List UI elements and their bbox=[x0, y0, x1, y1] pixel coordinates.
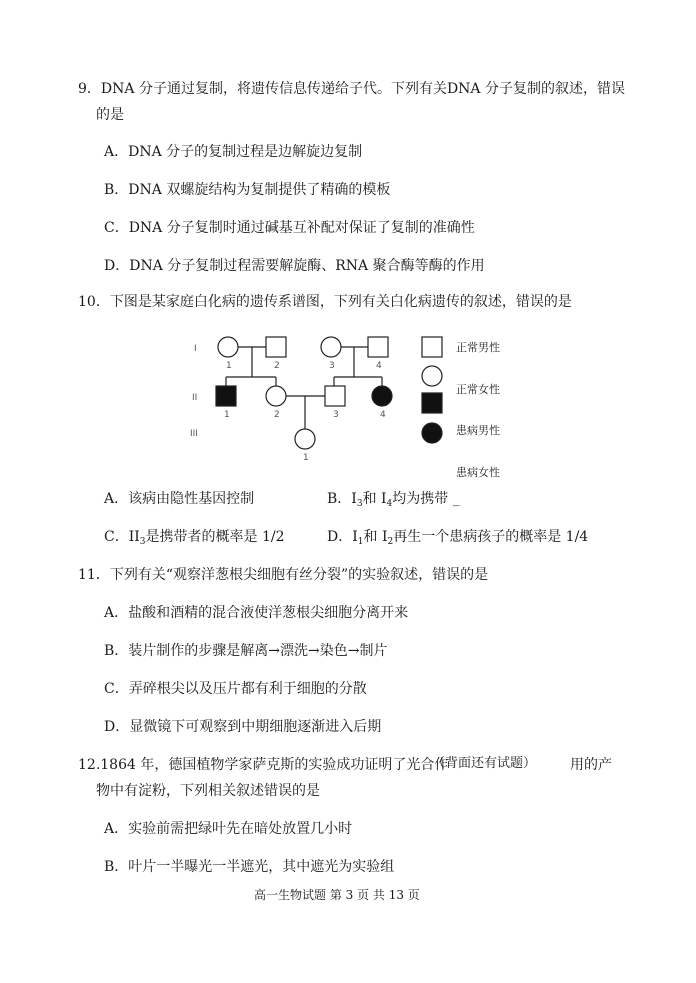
gen3-number-1: 1 bbox=[303, 453, 309, 463]
q12-stem-part1: 12.1864 年，德国植物学家萨克斯的实验成功证明了光合作 bbox=[78, 757, 449, 773]
q10-stem: 10．下图是某家庭白化病的遗传系谱图，下列有关白化病遗传的叙述，错误的是 bbox=[78, 294, 572, 310]
q9-option-c: C．DNA 分子复制时通过碱基互补配对保证了复制的准确性 bbox=[104, 220, 475, 236]
gen1-number-4: 4 bbox=[376, 361, 382, 371]
gen1-number-1: 1 bbox=[226, 361, 232, 371]
q9-option-a: A．DNA 分子的复制过程是边解旋边复制 bbox=[104, 144, 363, 160]
gen3-individual-1-normal-female bbox=[295, 429, 315, 449]
gen2-number-4: 4 bbox=[380, 410, 386, 420]
q11-option-c: C．弄碎根尖以及压片都有利于细胞的分散 bbox=[104, 681, 367, 697]
legend-label-affected-male: 患病男性 bbox=[456, 424, 500, 437]
gen-label-2: II bbox=[192, 393, 198, 403]
gen2-individual-4-affected-female bbox=[372, 386, 392, 406]
legend-label-affected-female: 患病女性 bbox=[456, 466, 500, 479]
gen1-number-2: 2 bbox=[274, 361, 280, 371]
q12-stem-line2: 物中有淀粉，下列相关叙述错误的是 bbox=[96, 783, 320, 799]
gen2-number-2: 2 bbox=[274, 410, 280, 420]
q10-option-c: C．$II_3$是携带者的概率是 1/2 bbox=[104, 529, 285, 547]
q10-option-a: A．该病由隐性基因控制 bbox=[104, 491, 255, 507]
continued-on-back-note: （背面还有试题） bbox=[432, 756, 537, 771]
gen1-individual-1-normal-female bbox=[218, 337, 238, 357]
q11-option-d: D．显微镜下可观察到中期细胞逐渐进入后期 bbox=[104, 719, 382, 735]
q12-option-a: A．实验前需把绿叶先在暗处放置几小时 bbox=[104, 821, 353, 837]
legend-label-normal-male: 正常男性 bbox=[456, 341, 500, 354]
gen-label-3: III bbox=[190, 429, 198, 439]
gen2-number-1: 1 bbox=[224, 410, 230, 420]
gen2-individual-2-normal-female bbox=[266, 386, 286, 406]
gen1-individual-3-normal-female bbox=[321, 337, 341, 357]
gen2-individual-1-affected-male bbox=[216, 386, 236, 406]
gen2-number-3: 3 bbox=[333, 410, 339, 420]
q9-stem-line2: 的是 bbox=[96, 107, 124, 123]
q10-option-b: B．$I_3$和 $I_4$均为携带 _ bbox=[327, 491, 460, 509]
q9-stem-line1: 9．DNA 分子通过复制，将遗传信息传递给子代。下列有关DNA 分子复制的叙述，错误 bbox=[78, 81, 625, 97]
legend-normal-male-symbol bbox=[422, 337, 442, 357]
q12-stem-part2: 用的产 bbox=[570, 757, 612, 773]
q11-stem: 11．下列有关“观察洋葱根尖细胞有丝分裂”的实验叙述，错误的是 bbox=[78, 567, 489, 583]
legend-affected-male-symbol bbox=[422, 393, 442, 413]
gen1-individual-2-normal-male bbox=[266, 337, 286, 357]
q9-option-b: B．DNA 双螺旋结构为复制提供了精确的模板 bbox=[104, 182, 391, 198]
gen1-individual-4-normal-male bbox=[368, 337, 388, 357]
legend-label-normal-female: 正常女性 bbox=[456, 383, 500, 396]
q9-option-d: D．DNA 分子复制过程需要解旋酶、RNA 聚合酶等酶的作用 bbox=[104, 258, 485, 274]
legend-affected-female-symbol bbox=[422, 423, 442, 443]
q12-option-b: B．叶片一半曝光一半遮光，其中遮光为实验组 bbox=[104, 859, 395, 875]
q11-option-a: A．盐酸和酒精的混合液使洋葱根尖细胞分离开来 bbox=[104, 605, 409, 621]
gen2-individual-3-normal-male bbox=[325, 386, 345, 406]
legend-normal-female-symbol bbox=[422, 366, 442, 386]
q11-option-b: B．装片制作的步骤是解离→漂洗→染色→制片 bbox=[104, 643, 388, 659]
pedigree-chart bbox=[190, 330, 570, 490]
page-footer: 高一生物试题 第 3 页 共 13 页 bbox=[254, 888, 420, 902]
gen1-number-3: 3 bbox=[329, 361, 335, 371]
q10-option-d: D．$I_1$和 $I_2$再生一个患病孩子的概率是 1/4 bbox=[327, 529, 589, 547]
gen-label-1: I bbox=[194, 344, 197, 354]
